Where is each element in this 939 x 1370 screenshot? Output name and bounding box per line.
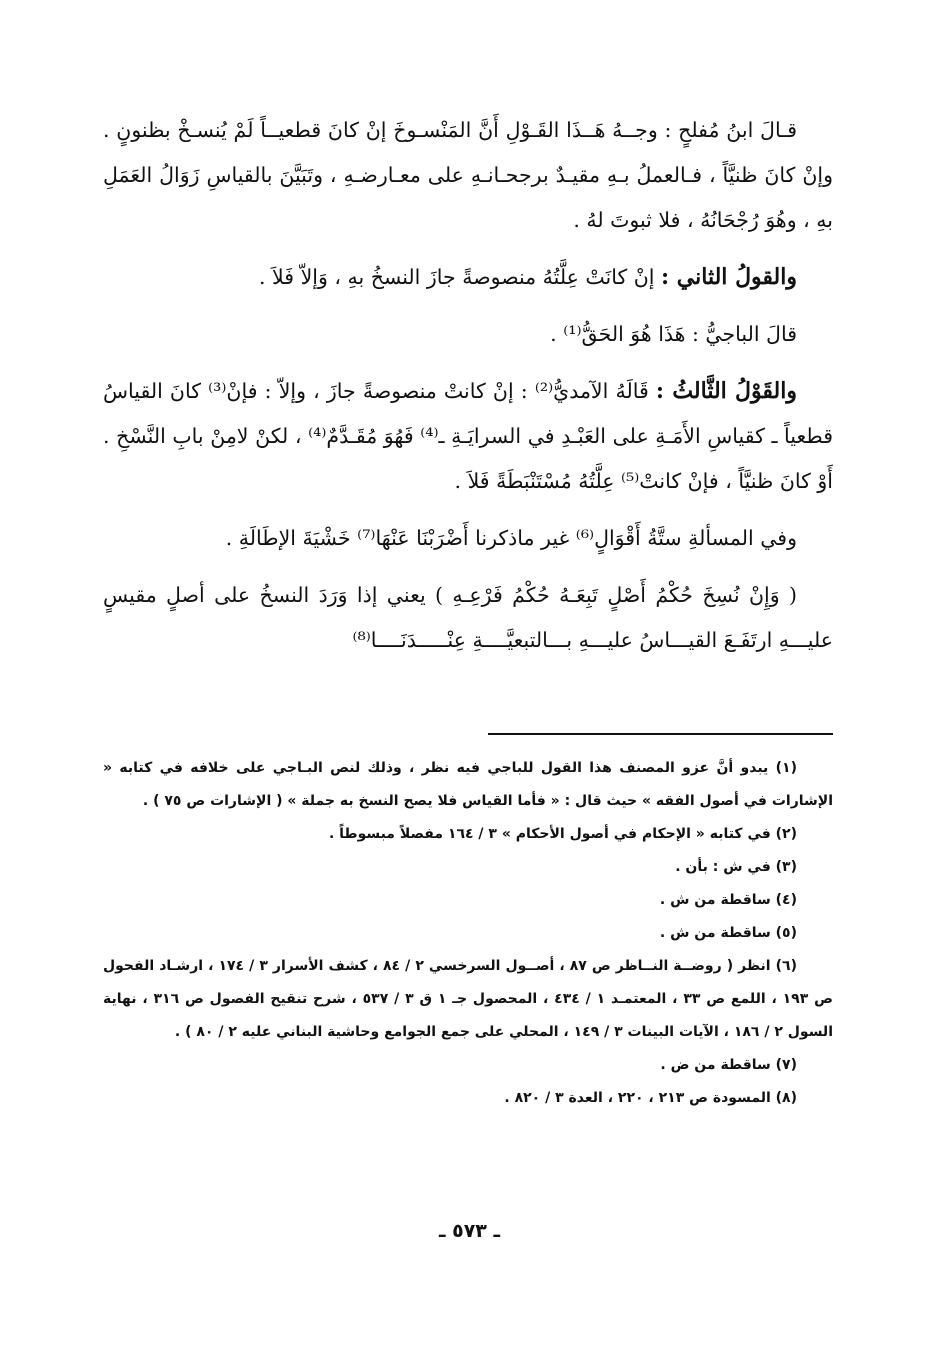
footnote-separator (488, 733, 833, 735)
paragraph-abrogation-of-origin: ( وَإِنْ نُسِخَ حُكْمُ أَصْلٍ تَبِعَـهُ حُكْمُ فَرْعِـهِ ) يعني إذا وَرَدَ النسخُ على أصلٍ مقيسٍ عليـــهِ ارتَفَـعَ القيـــاسُ عليـــهِ بـــالتبعيَّــــةِ عِنْـــــدَنَــــا⁽⁸⁾ (103, 583, 833, 652)
page-number: ـ ٥٧٣ ـ (438, 1220, 500, 1242)
paragraph-second-opinion (103, 255, 833, 300)
paragraph-third-opinion (103, 369, 833, 504)
footnote-8: (٨) المسودة ص ٢١٣ ، ٢٢٠ ، العدة ٣ / ٨٢٠ . (504, 1090, 797, 1106)
second-opinion-heading: والقولُ الثاني : (661, 264, 797, 290)
paragraph-ibn-muflih: قـالَ ابنُ مُفلحٍ : وجــهُ هَــذَا القَـوْلِ أَنَّ المَنْسـوخَ إنْ كانَ قطعيــاً لَمْ يُنسـخْ بظنونٍ . وإنْ كانَ ظنيَّاً ، فـالعملُ بـهِ مقيـدٌ برجحـانـهِ على معـارضـهِ ، وتَبَيَّنَ بالقياسِ زَوَالُ العَمَلِ بهِ ، وهُوَ رُجْحَانُهُ ، فلا ثبوتَ لهُ . (103, 118, 833, 232)
third-opinion-heading: والقَوْلُ الثَّالثُ : (655, 378, 797, 404)
footnote-6: (٦) انظر ( روضــة النــاظر ص ٨٧ ، أصــول السرخسي ٢ / ٨٤ ، كشف الأسرار ٣ / ١٧٤ ، ارشـاد الفحول ص ١٩٣ ، اللمع ص ٣٣ ، المعتمـد ١ / ٤٣٤ ، المحصول جـ ١ ق ٣ / ٥٣٧ ، شرح تنقيح الفصول ص ٣١٦ ، نهاية السول ٢ / ١٨٦ ، الآيات البينات ٣ / ١٤٩ ، المحلي على جمع الجوامع وحاشية البناني عليه ٢ / ٨٠ ) . (103, 958, 833, 1040)
footnote-1: (١) يبدو أنَّ عزو المصنف هذا القول للباجي فيه نظر ، وذلك لنص البـاجي على خلافه في كتابه « الإشارات في أصول الفقه » حيث قال : « فأما القياس فلا يصح النسخ به جملة » ( الإشارات ص ٧٥ ) . (103, 760, 833, 809)
footnote-2: (٢) في كتابه « الإحكام في أصول الأحكام » ٣ / ١٦٤ مفصلاً مبسوطاً . (328, 826, 797, 842)
footnote-7: (٧) ساقطة من ض . (660, 1057, 797, 1073)
paragraph-six-opinions: وفي المسألةِ ستَّةُ أَقْوَالٍ⁽⁶⁾ غير ماذكرنا أَضْرَبْنَا عَنْهَا⁽⁷⁾ خَشْيَةَ الإطَالَةِ . (225, 526, 797, 550)
main-text (103, 108, 833, 663)
third-opinion-text: قَالَهُ الآمديُّ⁽²⁾ : إنْ كانتْ منصوصةً جازَ ، وإلاّ : فإنْ⁽³⁾ كانَ القياسُ قطعياً ـ كقياسِ الأَمَـةِ على العَبْـدِ في السرايَـةِ ـ⁽⁴⁾ فَهُوَ مُقَـدَّمٌ⁽⁴⁾ ، لكنْ لامِنْ بابِ النَّسْخِ . أَوْ كانَ ظنيَّاً ، فإنْ كانتْ⁽⁵⁾ عِلَّتُهُ مُسْتَنْبَطَةً فَلاَ . (103, 379, 833, 493)
footnote-4: (٤) ساقطة من ش . (659, 892, 797, 908)
footnotes (103, 752, 833, 1115)
paragraph-baji-quote: قالَ الباجيُّ : هَذَا هُوَ الحَقُّ⁽¹⁾ . (550, 322, 797, 346)
footnote-5: (٥) ساقطة من ش . (659, 925, 797, 941)
second-opinion-text: إنْ كانَتْ عِلَّتُهُ منصوصةً جازَ النسخُ بهِ ، وَإلاّ فَلاَ . (258, 265, 655, 289)
footnote-3: (٣) في ش : بأن . (675, 859, 797, 875)
